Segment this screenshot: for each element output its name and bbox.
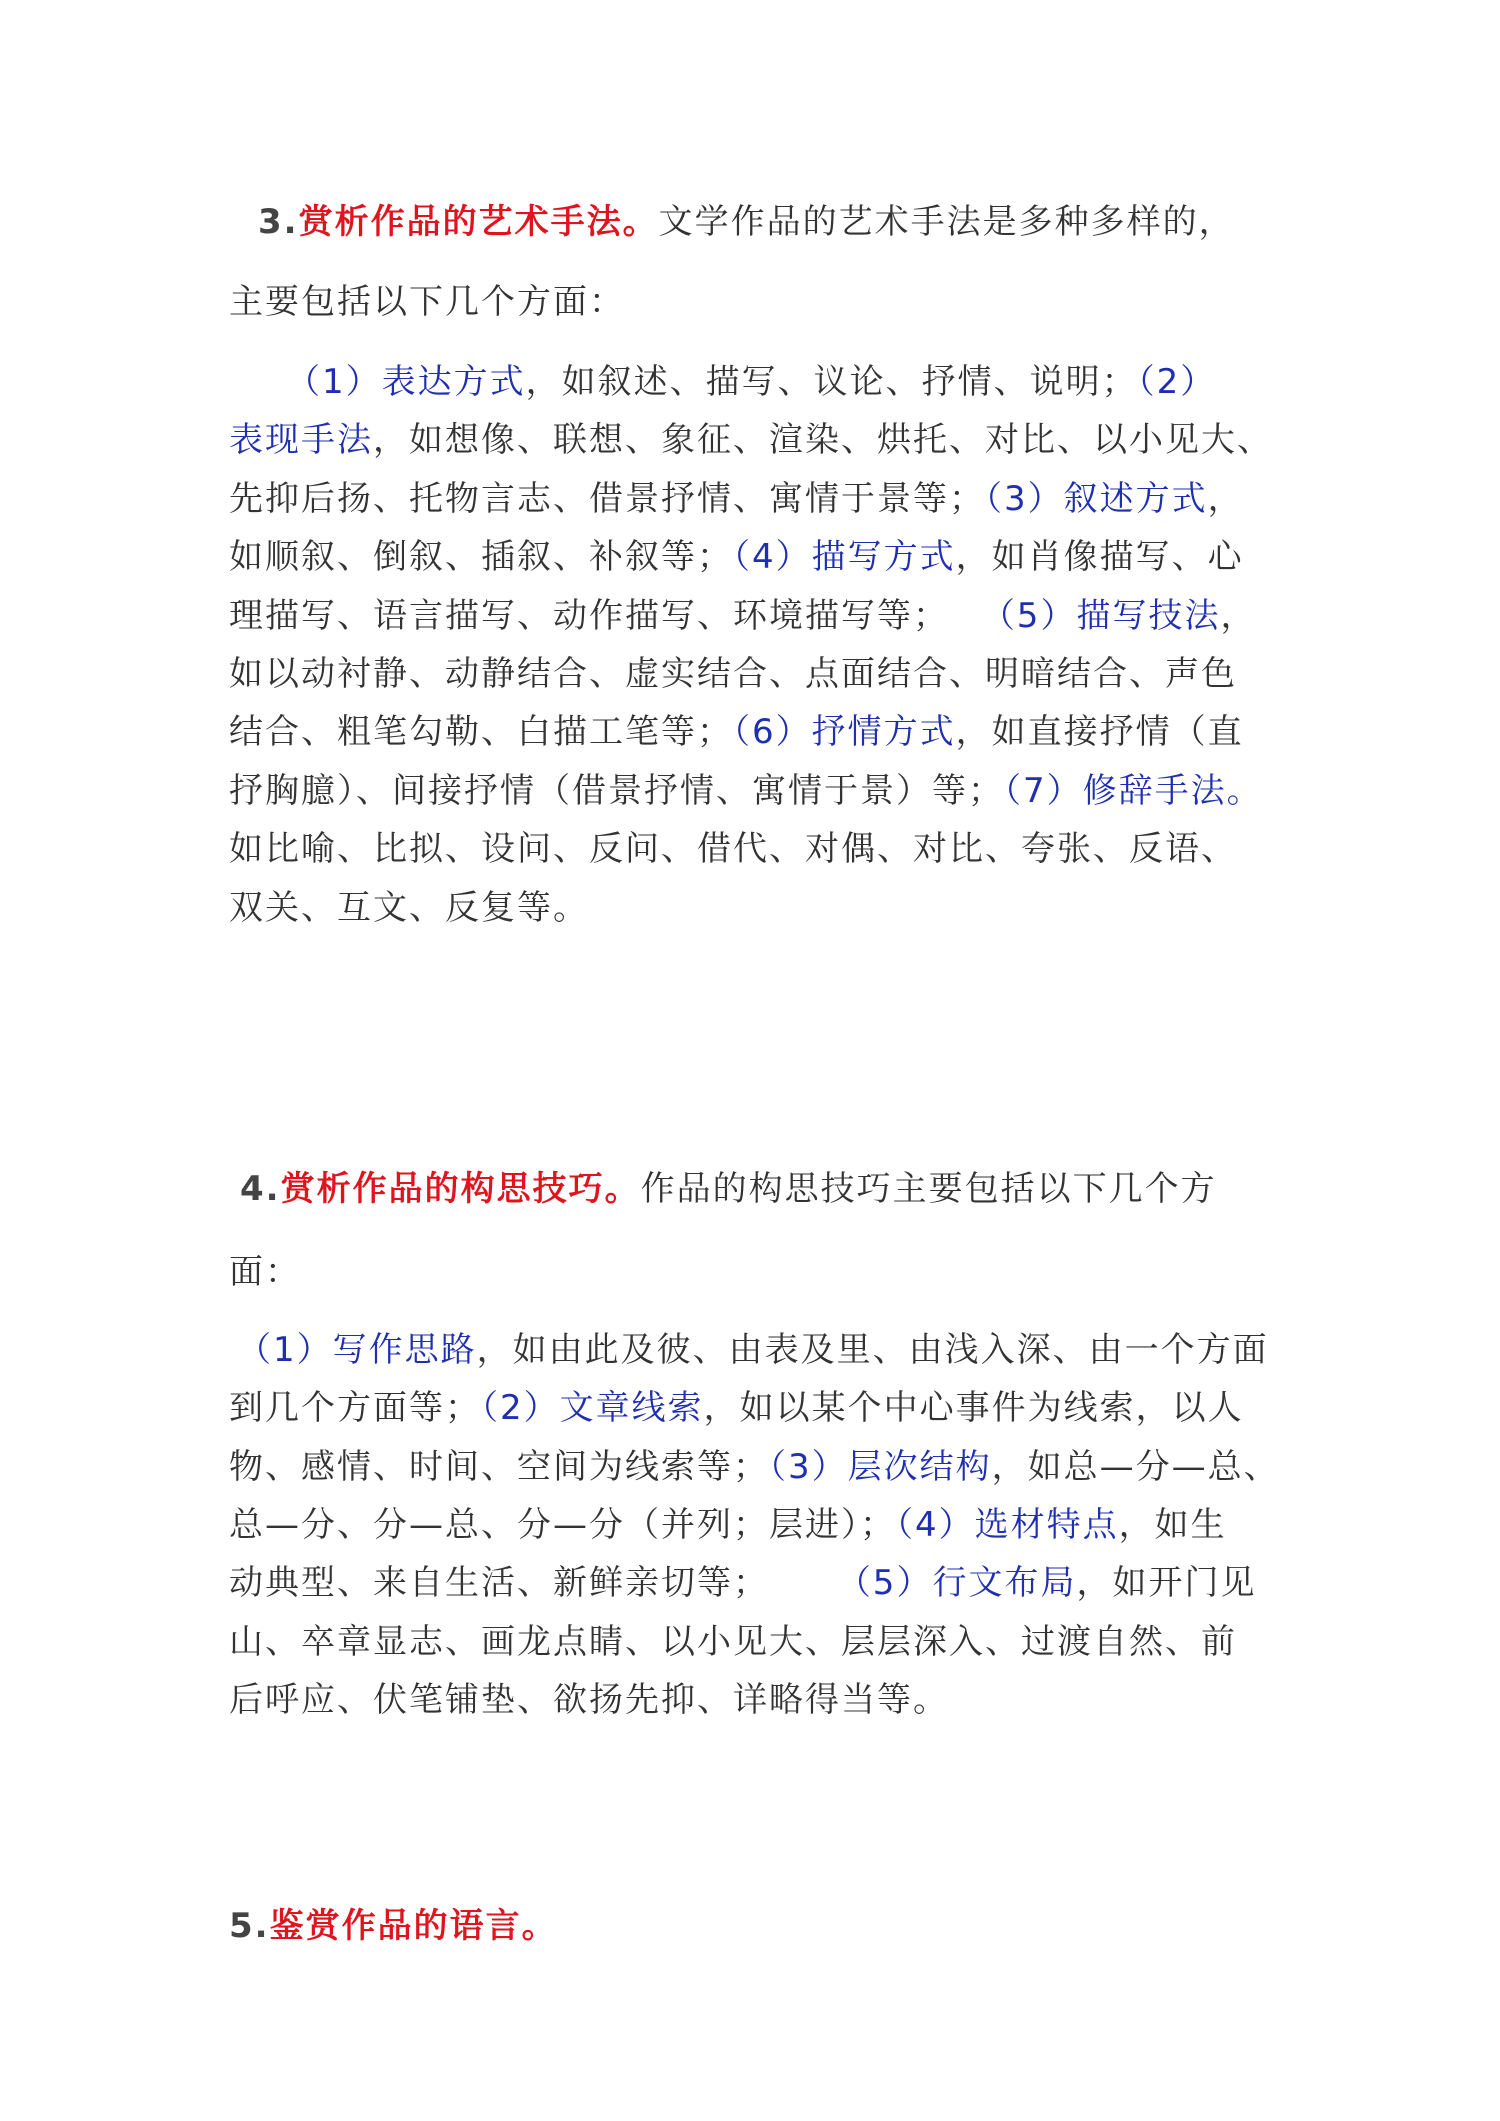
technique-term: （3）层次结构	[769, 1446, 992, 1487]
body-text: 山、卒章显志、画龙点睛、以小见大、层层深入、过渡自然、前	[229, 1621, 1237, 1662]
body-text: ，如生	[1118, 1504, 1227, 1545]
body-text: 抒胸臆）、间接抒情（借景抒情、寓情于景）等；	[229, 770, 1004, 811]
technique-term: 表现手法	[229, 420, 373, 461]
section4-text-line	[229, 1678, 949, 1722]
body-text: ，如总—分—总、	[991, 1446, 1280, 1487]
section4-text-line	[229, 1620, 1237, 1664]
section-5-title: 鉴赏作品的语言。	[269, 1906, 558, 1946]
section3-text-line	[229, 710, 1244, 754]
technique-term: （5）描写技法	[980, 595, 1221, 636]
section-3-number: 3.	[258, 202, 299, 242]
body-text: 到几个方面等；	[229, 1388, 481, 1429]
technique-term: （4）选材特点	[896, 1504, 1119, 1545]
body-text: 先抑后扬、托物言志、借景抒情、寓情于景等；	[229, 478, 985, 519]
section3-text-line	[229, 827, 1237, 871]
body-text: ，如肖像描写、心	[955, 537, 1244, 578]
section-5-number: 5.	[229, 1906, 270, 1946]
body-text: 双关、互文、反复等。	[229, 887, 589, 928]
section4-text-line	[229, 1561, 1256, 1605]
body-text: 如顺叙、倒叙、插叙、补叙等；	[229, 537, 733, 578]
body-text: 物、感情、时间、空间为线索等；	[229, 1446, 769, 1487]
section3-text-line	[229, 886, 589, 930]
section3-text-line	[229, 594, 1256, 638]
section3-text-line	[229, 535, 1244, 579]
body-text: 如比喻、比拟、设问、反问、借代、对偶、对比、夸张、反语、	[229, 829, 1237, 870]
section3-text-line	[229, 652, 1237, 696]
body-text: ，如开门见	[1076, 1563, 1257, 1604]
body-text: ，如由此及彼、由表及里、由浅入深、由一个方面	[476, 1330, 1269, 1370]
body-text: ，如以某个中心事件为线索，以人	[703, 1388, 1244, 1429]
section4-text-line	[229, 1386, 1244, 1430]
section-4-number: 4.	[240, 1169, 281, 1209]
body-text: 总—分、分—总、分—分（并列；层进）；	[229, 1504, 896, 1545]
section-3-heading-line	[258, 200, 1235, 244]
section4-text-line	[237, 1328, 1269, 1372]
section3-text-line	[286, 360, 1216, 404]
body-text: ，	[1207, 478, 1244, 519]
body-text: 动典型、来自生活、新鲜亲切等；	[229, 1563, 837, 1604]
section-3-title: 赏析作品的艺术手法。	[298, 202, 659, 242]
technique-term: （4）描写方式	[733, 537, 956, 578]
technique-term: （1）写作思路	[237, 1330, 477, 1370]
body-text: ，	[1220, 595, 1257, 636]
section-5-heading-line	[229, 1904, 558, 1948]
body-text: ，如叙述、描写、议论、抒情、说明；	[525, 362, 1138, 402]
technique-term: （3）叙述方式	[985, 478, 1208, 519]
section4-text-line	[229, 1503, 1227, 1547]
section-3-intro-line2	[229, 280, 625, 324]
section-4-intro-line2	[229, 1250, 301, 1294]
technique-term: （1）表达方式	[286, 362, 526, 402]
body-text: ，如想像、联想、象征、渲染、烘托、对比、以小见大、	[373, 420, 1273, 461]
body-text: 如以动衬静、动静结合、虚实结合、点面结合、明暗结合、声色	[229, 654, 1237, 694]
body-text: 后呼应、伏笔铺垫、欲扬先抑、详略得当等。	[229, 1679, 949, 1720]
technique-term: （2）文章线索	[481, 1388, 704, 1429]
section-4-title: 赏析作品的构思技巧。	[280, 1169, 641, 1209]
technique-term: （5）行文布局	[836, 1563, 1077, 1604]
section-4-intro-cont: 面：	[229, 1252, 301, 1292]
technique-term: （2）	[1137, 362, 1217, 402]
section4-text-line	[229, 1445, 1280, 1489]
section3-text-line	[229, 477, 1244, 521]
section-4-heading-line	[240, 1167, 1217, 1211]
section3-text-line	[229, 769, 1263, 813]
section-4-intro: 作品的构思技巧主要包括以下几个方	[640, 1169, 1217, 1209]
section-3-intro-cont: 主要包括以下几个方面：	[229, 282, 625, 322]
section-3-intro: 文学作品的艺术手法是多种多样的，	[658, 202, 1235, 242]
body-text: 结合、粗笔勾勒、白描工笔等；	[229, 712, 733, 753]
body-text: 理描写、语言描写、动作描写、环境描写等；	[229, 595, 981, 636]
technique-term: （6）抒情方式	[733, 712, 956, 753]
technique-term: （7）修辞手法。	[1004, 770, 1263, 811]
body-text: ，如直接抒情（直	[955, 712, 1244, 753]
section3-text-line	[229, 418, 1273, 462]
